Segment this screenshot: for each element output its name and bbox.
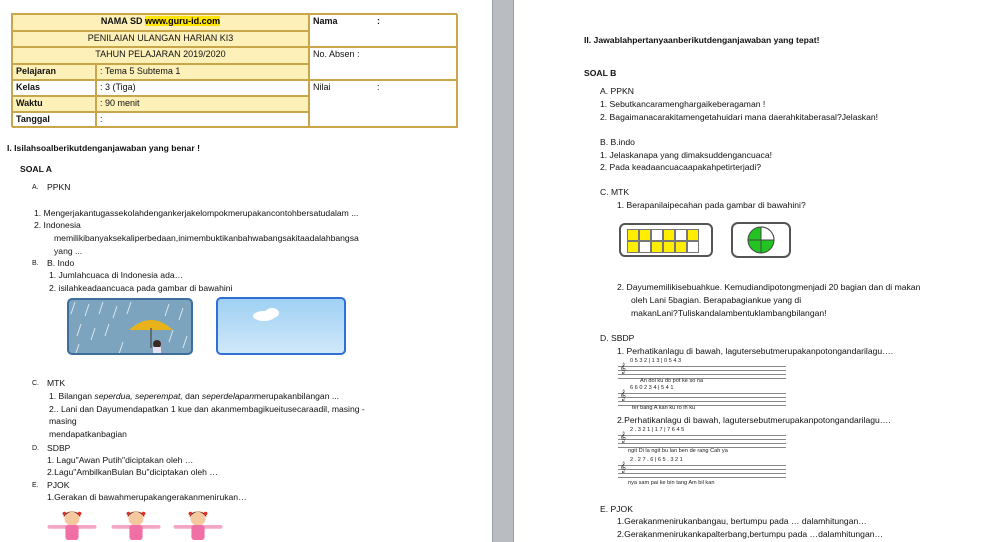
right-page [514, 0, 991, 542]
fraction-tile [651, 229, 663, 241]
row-value-kelas: : 3 (Tiga) [96, 80, 309, 96]
question-text: memilikibanyaksekaliperbedaan,inimembuktikanbahwabangsakitaadalahbangsa [54, 233, 359, 243]
score-numbers: 2 . 2 7 . 6 | 6 5 . 3 2 1 [630, 457, 683, 463]
score-numbers: 2 . 3 2 1 | 1 7 | 7 6 4 5 [630, 427, 685, 433]
fraction-tile [639, 229, 651, 241]
absen-label: No. Absen [313, 49, 355, 59]
instruction-b: II. Jawablahpertanyaanberikutdenganjawaban yang tepat! [584, 35, 820, 45]
soal-a-heading: SOAL A [20, 164, 52, 174]
row-label-kelas: Kelas [12, 80, 96, 96]
question-text: makanLani?Tuliskandalambentuklambangbilangan! [631, 308, 827, 318]
row-value-waktu: : 90 menit [96, 96, 309, 112]
nilai-cell [309, 80, 458, 128]
fraction-tile [627, 229, 639, 241]
section-title: A. PPKN [600, 86, 634, 96]
question-text [49, 391, 339, 401]
treble-clef-icon: 𝄞 [620, 363, 626, 374]
row-label-tanggal: Tanggal [12, 112, 96, 128]
rainy-weather-image [67, 298, 193, 355]
name-cell [309, 14, 458, 47]
soal-b-heading: SOAL B [584, 68, 617, 78]
section-marker: A. [32, 184, 39, 191]
row-value-tanggal: : [96, 112, 309, 128]
question-text: 1. Lagu"Awan Putih"diciptakan oleh … [47, 455, 194, 465]
fraction-tile [651, 241, 663, 253]
section-title: SDBP [47, 443, 71, 453]
question-text: yang ... [54, 246, 83, 256]
treble-clef-icon: 𝄞 [620, 462, 626, 473]
question-text: masing [49, 416, 77, 426]
section-marker: D. [32, 445, 39, 452]
question-text: 1. Berapanilaipecahan pada gambar di bawahini? [617, 200, 806, 210]
fraction-bar-figure [619, 223, 713, 257]
question-text: 1. Sebutkancaramenghargaikeberagaman ! [600, 99, 766, 109]
question-text: 1. Perhatikanlagu di bawah, lagutersebutmerupakanpotongandarilagu…. [617, 346, 894, 356]
question-text: oleh Lani 5bagian. Berapabagiankue yang di [631, 295, 802, 305]
question-text: 1.Gerakan di bawahmerupakangerakanmenirukan… [47, 492, 247, 502]
left-page [0, 0, 492, 542]
song-score-2 [618, 426, 786, 488]
q-part: dan [182, 391, 202, 401]
fraction-circle-figure [731, 222, 791, 258]
sunny-weather-image [216, 297, 346, 355]
section-title: PJOK [47, 480, 70, 490]
section-title: MTK [47, 378, 66, 388]
section-title: B. B.indo [600, 137, 635, 147]
school-name-cell [12, 14, 309, 31]
fraction-tile [663, 229, 675, 241]
rain-icon [69, 300, 193, 355]
fraction-tile [627, 241, 639, 253]
lyrics: ngit Di la ngit bu lan ben de rang Cah ya [628, 448, 728, 454]
row-value-pelajaran: : Tema 5 Subtema 1 [96, 64, 309, 80]
exam-title: PENILAIAN ULANGAN HARIAN KI3 [12, 31, 309, 47]
instruction-a: I. Isilahsoalberikutdenganjawaban yang benar ! [7, 143, 200, 153]
nilai-label: Nilai [313, 82, 331, 92]
row-label-pelajaran: Pelajaran [12, 64, 96, 80]
treble-clef-icon: 𝄞 [620, 390, 626, 401]
section-marker: C. [32, 380, 39, 387]
q-part-italic: seperdelapan [201, 391, 254, 401]
fraction-pie-icon [733, 224, 789, 256]
question-text: 2.Perhatikanlagu di bawah, lagutersebutmerupakanpotongandarilagu…. [617, 415, 891, 425]
question-text: 2.Lagu"AmbilkanBulan Bu"diciptakan oleh … [47, 467, 218, 477]
section-title: B. Indo [47, 258, 75, 268]
question-text: 2.Gerakanmenirukankapalterbang,bertumpu pada …dalamhitungan… [617, 529, 884, 539]
school-label: NAMA SD [100, 16, 143, 26]
fraction-tile [687, 229, 699, 241]
section-title: PPKN [47, 182, 71, 192]
question-text: 2. isilahkeadaancuaca pada gambar di bawahini [49, 283, 233, 293]
fraction-tile [675, 241, 687, 253]
question-text: 2. Dayumemilikisebuahkue. Kemudiandipotongmenjadi 20 bagian dan di makan [617, 282, 921, 292]
question-text: 2. Indonesia [34, 220, 81, 230]
lyrics: An doi ku do pot ke so na [640, 378, 704, 384]
name-colon: : [377, 16, 380, 26]
song-score-1 [618, 357, 786, 411]
section-marker: B. [32, 260, 39, 267]
header-table [11, 13, 457, 127]
fraction-tile [687, 241, 699, 253]
row-label-waktu: Waktu [12, 96, 96, 112]
lyrics: nya sam pai ke bin tang Am bil kan [628, 480, 715, 486]
question-text: 2. Bagaimanacarakitamengetahuidari mana daerahkitaberasal?Jelaskan! [600, 112, 879, 122]
fraction-tile [675, 229, 687, 241]
absen-colon: : [357, 49, 360, 59]
section-title: D. SBDP [600, 333, 635, 343]
question-text: 2.. Lani dan Dayumendapatkan 1 kue dan akanmembagikueitusecaraadil, masing - [49, 404, 365, 414]
fraction-tile [663, 241, 675, 253]
question-text: mendapatkanbagian [49, 429, 127, 439]
cloud-icon [218, 299, 344, 353]
lyrics: ter bang A kan ku ro ih ku [632, 405, 696, 411]
fraction-tile [639, 241, 651, 253]
section-title: C. MTK [600, 187, 630, 197]
school-year: TAHUN PELAJARAN 2019/2020 [12, 47, 309, 64]
q-part: merupakanbilangan ... [254, 391, 340, 401]
name-label: Nama [313, 16, 338, 26]
exercise-girl-icon [170, 508, 226, 540]
score-numbers: 6 6 0 2 3 4 | 5 4 1 [630, 385, 674, 391]
question-text: 1.Gerakanmenirukanbangau, bertumpu pada … dalamhitungan… [617, 516, 867, 526]
question-text: 1. Jumlahcuaca di Indonesia ada… [49, 270, 184, 280]
nilai-colon: : [377, 82, 380, 92]
section-marker: E. [32, 482, 39, 489]
question-text: 1. Mengerjakantugassekolahdengankerjakelompokmerupakancontohbersatudalam ... [34, 208, 359, 218]
school-link[interactable]: www.guru-id.com [145, 16, 221, 26]
question-text: 1. Jelaskanapa yang dimaksuddengancuaca! [600, 150, 772, 160]
question-text: 2. Pada keadaancuacaapakahpetirterjadi? [600, 162, 762, 172]
treble-clef-icon: 𝄞 [620, 432, 626, 443]
absen-cell [309, 47, 458, 80]
q-part: 1. Bilangan [49, 391, 95, 401]
score-numbers: 0 5 3 2 | 1 3 | 0 5 4 3 [630, 358, 682, 364]
q-part-italic: seperdua, seperempat, [94, 391, 183, 401]
exercise-girl-icon [108, 508, 164, 540]
section-title: E. PJOK [600, 504, 633, 514]
page-gutter [492, 0, 514, 542]
exercise-girl-icon [44, 508, 100, 540]
